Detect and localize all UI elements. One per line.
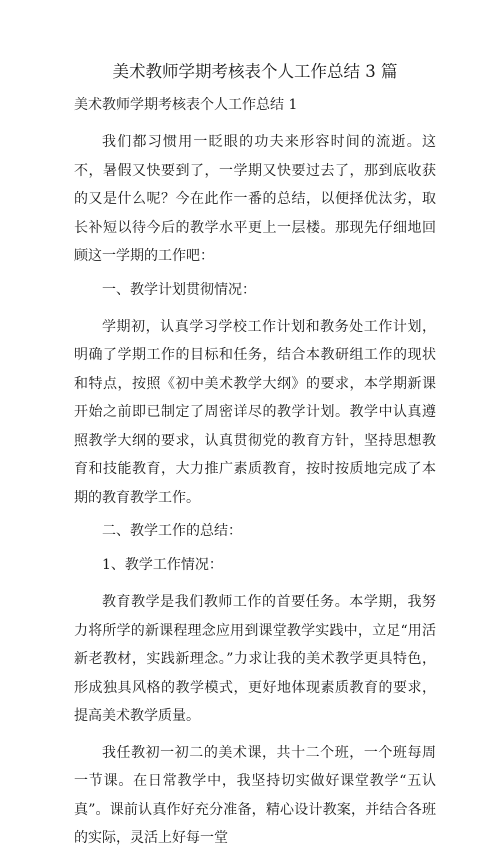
body-paragraph: 教育教学是我们教师工作的首要任务。本学期，我努力将所学的新课程理念应用到课堂教学实践中，立足“用活新老教材，实践新理念。”力求让我的美术教学更具特色，形成独具风格的教学模式，更好地体现素质教育的要求，提高美术教学质量。 xyxy=(74,594,436,724)
body-paragraph: 学期初，认真学习学校工作计划和教务处工作计划，明确了学期工作的目标和任务，结合本教研组工作的现状和特点，按照《初中美术教学大纲》的要求，本学期新课开始之前即已制定了周密详尽的教学计划。教学中认真遵照教学大纲的要求，认真贯彻党的教育方针，坚持思想教育和技能教育，大力推广素质教育，按时按质地完成了本期的教育教学工作。 xyxy=(74,318,436,506)
document-subtitle: 美术教师学期考核表个人工作总结 1 xyxy=(74,97,298,113)
section-heading: 一、教学计划贯彻情况： xyxy=(102,281,256,298)
section-heading: 1、教学工作情况： xyxy=(102,557,223,573)
section-heading: 二、教学工作的总结： xyxy=(102,523,242,539)
document-title: 美术教师学期考核表个人工作总结 3 篇 xyxy=(112,62,398,81)
body-paragraph: 我任教初一初二的美术课，共十二个班，一个班每周一节课。在日常教学中，我坚持切实做好课堂教学“五认真”。课前认真作好充分准备，精心设计教案，并结合各班的实际，灵活上好每一堂 xyxy=(74,744,436,846)
document-body xyxy=(74,128,436,853)
body-paragraph: 我们都习惯用一眨眼的功夫来形容时间的流逝。这不，暑假又快要到了，一学期又快要过去了，那到底收获的又是什么呢？今在此作一番的总结，以便择优汰劣，取长补短以待今后的教学水平更上一层楼。那现先仔细地回顾这一学期的工作吧： xyxy=(74,134,436,264)
